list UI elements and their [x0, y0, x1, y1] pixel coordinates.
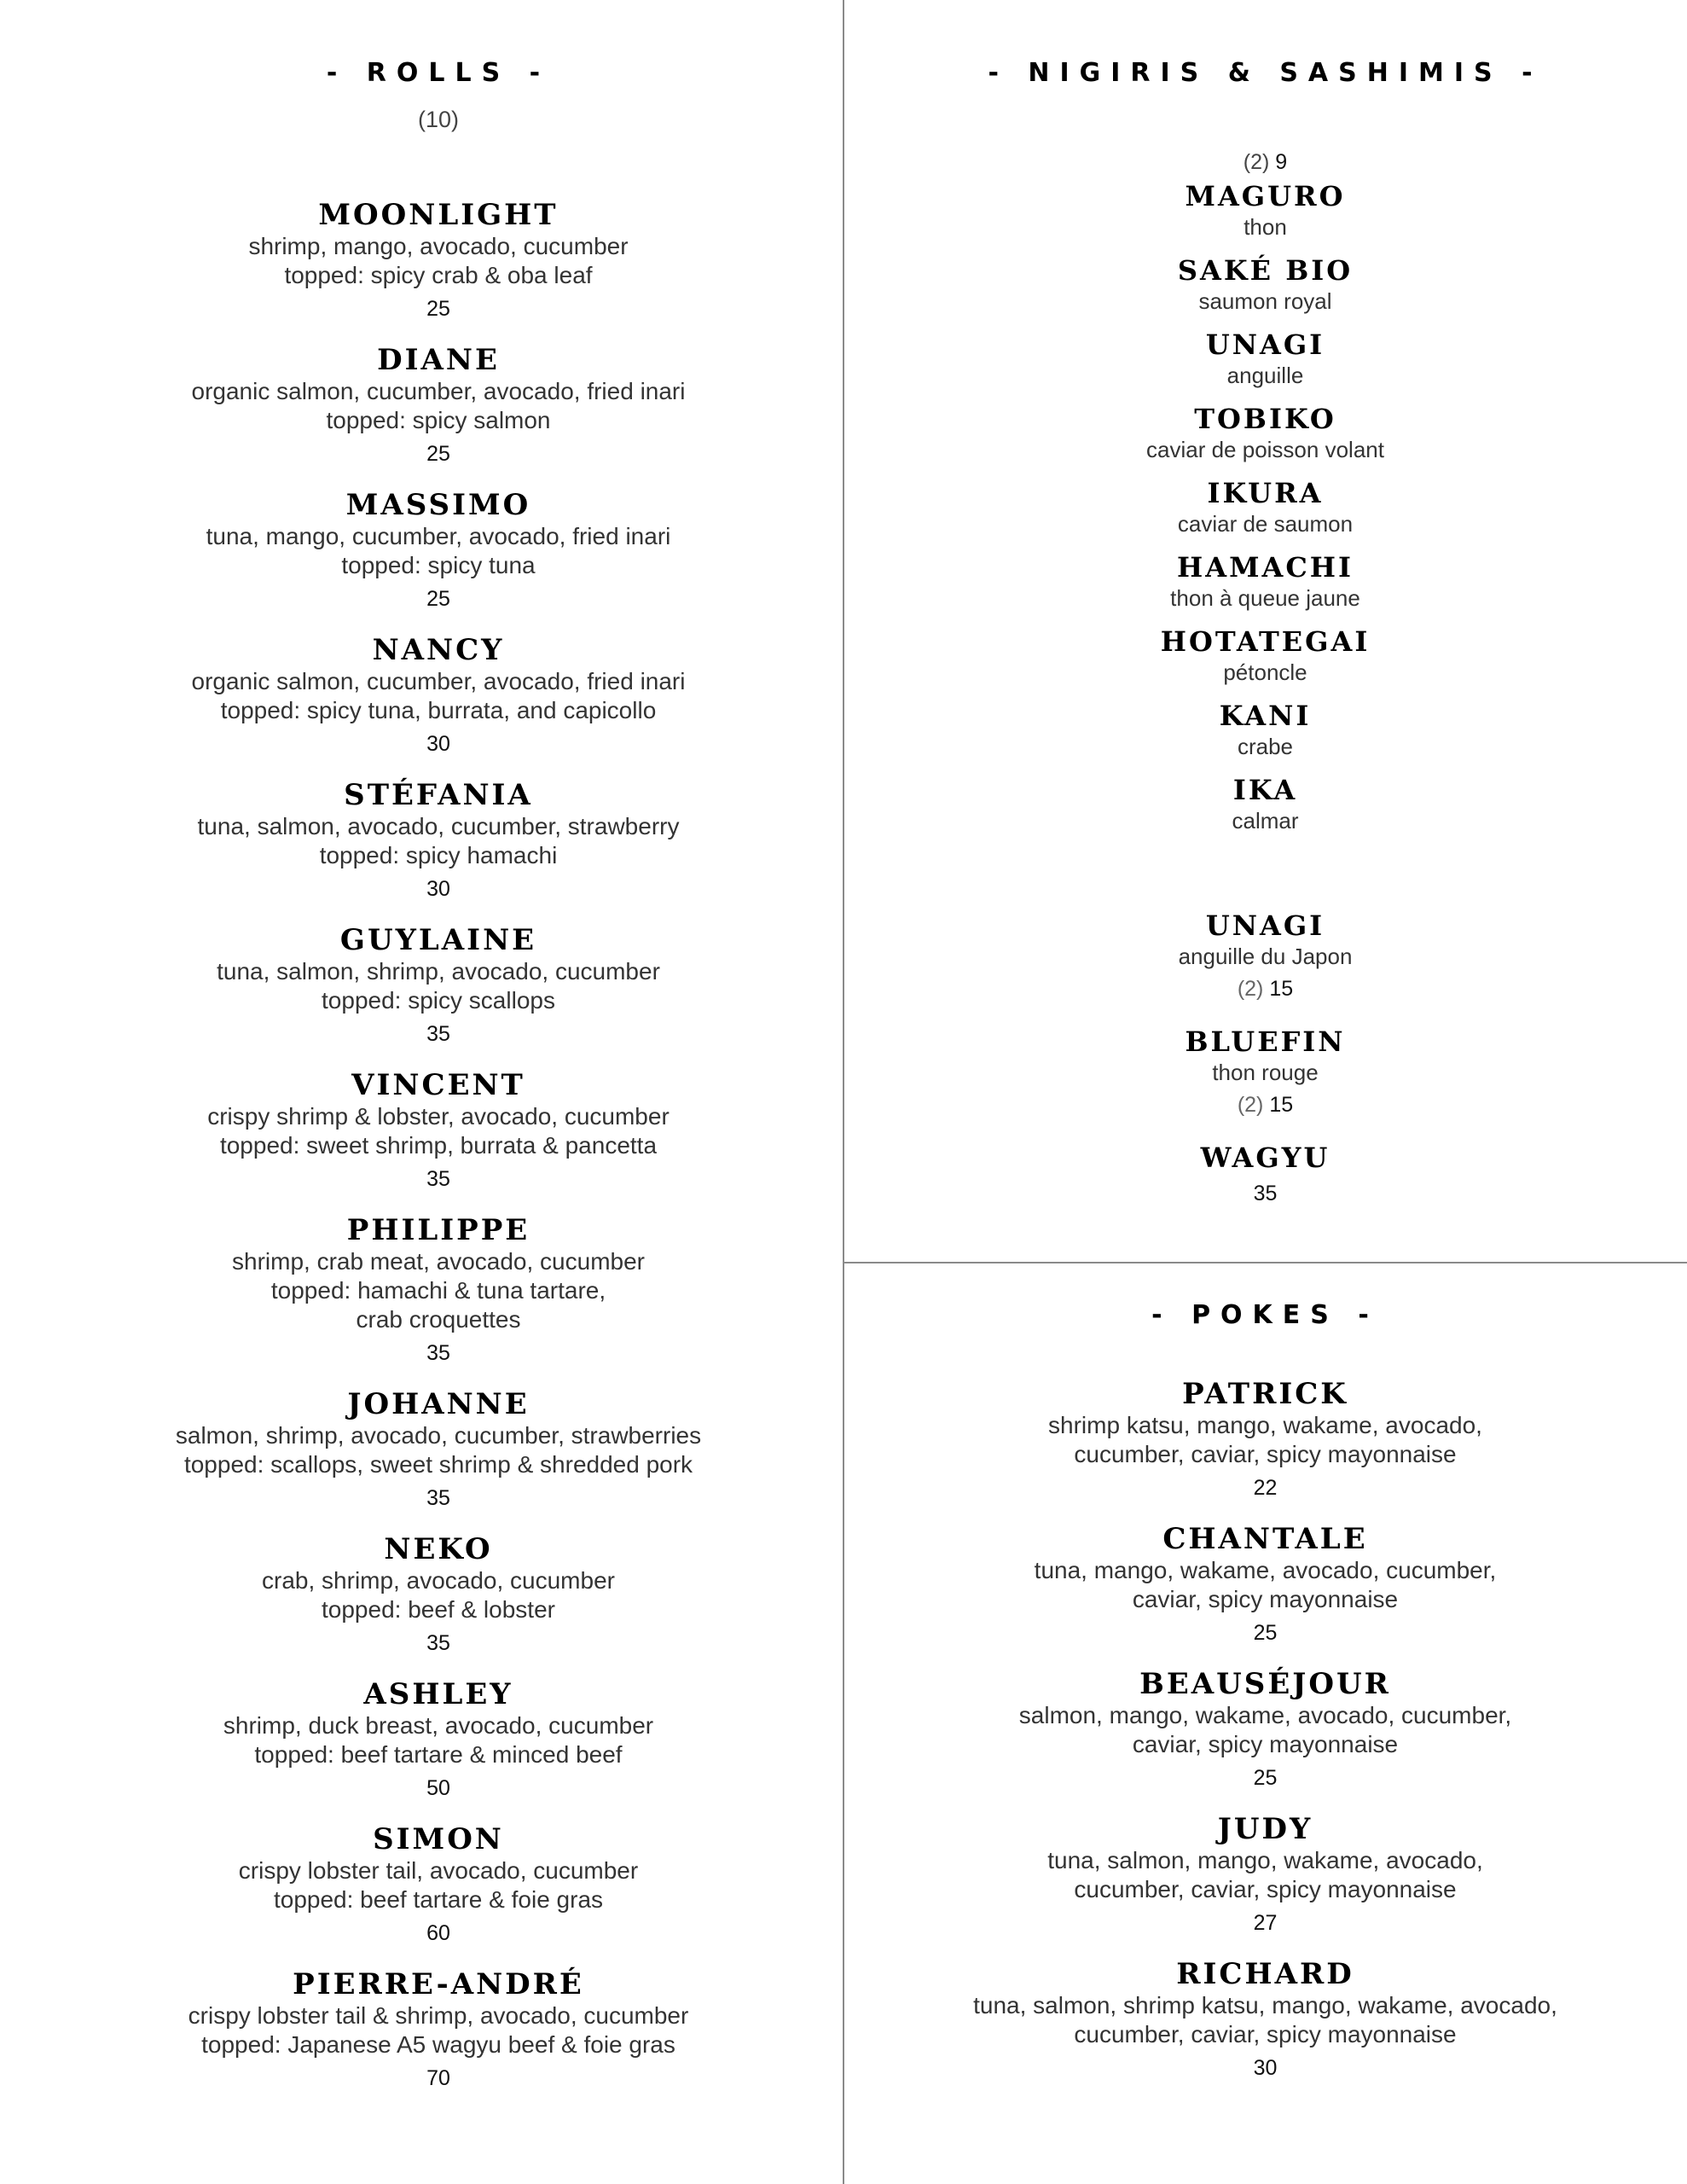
item-ingredients: shrimp, duck breast, avocado, cucumber	[223, 1712, 654, 1739]
nigiri-item-kani	[844, 699, 1687, 773]
nigiri-item-ika	[844, 773, 1687, 847]
item-price: 15	[1269, 1093, 1294, 1117]
item-name: BEAUSÉJOUR	[1139, 1667, 1391, 1701]
item-ingredients: salmon, shrimp, avocado, cucumber, strawberries	[175, 1422, 702, 1449]
item-topping: topped: sweet shrimp, burrata & pancetta	[219, 1132, 658, 1159]
item-name: SAKÉ BIO	[1177, 254, 1354, 287]
menu-item-moonlight	[0, 198, 877, 343]
nigiris-price: 9	[1275, 150, 1288, 174]
item-description: pétoncle	[1223, 659, 1307, 685]
item-ingredients: tuna, salmon, shrimp katsu, mango, wakame, avocado,	[973, 1992, 1557, 2018]
item-name: ASHLEY	[363, 1677, 513, 1711]
item-topping: topped: spicy salmon	[326, 407, 551, 433]
rolls-title: - ROLLS -	[326, 58, 551, 88]
item-topping: topped: beef & lobster	[322, 1596, 555, 1623]
item-description: caviar de poisson volant	[1146, 437, 1384, 462]
nigiri-item-maguro	[844, 179, 1687, 253]
item-price: 70	[426, 2066, 450, 2090]
item-name: RICHARD	[1176, 1957, 1354, 1991]
nigiri-item-tobiko	[844, 402, 1687, 476]
item-ingredients: shrimp katsu, mango, wakame, avocado,	[1048, 1412, 1482, 1438]
item-ingredients: tuna, mango, cucumber, avocado, fried inari	[206, 523, 671, 549]
poke-item-judy	[844, 1812, 1687, 1957]
item-topping: topped: beef tartare & foie gras	[273, 1886, 604, 1913]
item-price: 35	[426, 1022, 450, 1046]
item-price: 22	[1253, 1476, 1278, 1500]
item-price: 27	[1253, 1911, 1278, 1935]
item-name: IKURA	[1207, 477, 1324, 509]
item-name: NEKO	[384, 1532, 493, 1566]
item-name: MASSIMO	[345, 488, 531, 522]
item-ingredients: tuna, salmon, mango, wakame, avocado,	[1047, 1847, 1483, 1873]
menu-item-ashley	[0, 1677, 877, 1822]
item-name: KANI	[1219, 700, 1312, 732]
item-price: 25	[426, 587, 450, 611]
item-description: saumon royal	[1198, 288, 1332, 314]
item-name: STÉFANIA	[344, 778, 533, 812]
item-name: IKA	[1232, 774, 1298, 806]
item-ingredients-continued: caviar, spicy mayonnaise	[1132, 1731, 1399, 1757]
menu-item-stefania	[0, 778, 877, 923]
item-topping: topped: spicy tuna	[341, 552, 536, 578]
item-name: PATRICK	[1182, 1377, 1348, 1411]
item-price-line	[844, 972, 1687, 1006]
nigiris-price-line	[844, 145, 1687, 179]
item-topping: topped: Japanese A5 wagyu beef & foie gras	[201, 2031, 675, 2058]
item-ingredients: shrimp, crab meat, avocado, cucumber	[232, 1248, 645, 1275]
menu-item-johanne	[0, 1387, 877, 1532]
item-ingredients: tuna, mango, wakame, avocado, cucumber,	[1034, 1557, 1497, 1583]
item-name: PIERRE-ANDRÉ	[293, 1967, 584, 2001]
item-price: 30	[426, 877, 450, 901]
item-ingredients: tuna, salmon, shrimp, avocado, cucumber	[217, 958, 660, 985]
item-name: PHILIPPE	[346, 1213, 530, 1247]
item-quantity: (2)	[1237, 977, 1264, 1001]
item-description: calmar	[1232, 808, 1299, 834]
item-name: UNAGI	[1205, 909, 1325, 942]
item-topping: topped: hamachi & tuna tartare,	[270, 1277, 606, 1304]
item-price: 35	[426, 1167, 450, 1191]
item-topping: topped: spicy hamachi	[319, 842, 558, 868]
special-item-bluefin	[844, 1025, 1687, 1141]
item-price-line	[844, 1088, 1687, 1122]
item-quantity: (2)	[1237, 1093, 1264, 1117]
item-name: WAGYU	[1200, 1141, 1330, 1174]
item-topping-continued: crab croquettes	[356, 1306, 521, 1333]
menu-item-pierre-andre	[0, 1967, 877, 2112]
item-name: JOHANNE	[347, 1387, 530, 1421]
rolls-quantity: (10)	[417, 107, 459, 132]
item-ingredients-continued: cucumber, caviar, spicy mayonnaise	[1074, 2021, 1457, 2048]
item-topping: topped: spicy crab & oba leaf	[284, 262, 593, 288]
item-name: CHANTALE	[1162, 1522, 1368, 1556]
item-price: 25	[426, 297, 450, 321]
item-name: UNAGI	[1205, 328, 1325, 361]
item-name: GUYLAINE	[339, 923, 537, 957]
nigiri-item-sake-bio	[844, 253, 1687, 328]
item-ingredients: organic salmon, cucumber, avocado, fried inari	[191, 668, 686, 694]
item-price: 25	[1253, 1766, 1278, 1790]
menu-item-guylaine	[0, 923, 877, 1068]
poke-item-richard	[844, 1957, 1687, 2102]
item-price: 30	[426, 732, 450, 756]
item-ingredients: crispy shrimp & lobster, avocado, cucumber	[207, 1103, 670, 1130]
item-price: 15	[1269, 977, 1294, 1001]
item-description: anguille	[1226, 363, 1304, 388]
item-ingredients: tuna, salmon, avocado, cucumber, strawberry	[197, 813, 680, 839]
item-price: 50	[426, 1776, 450, 1800]
menu-item-massimo	[0, 488, 877, 633]
item-name: VINCENT	[351, 1068, 525, 1102]
poke-item-beausejour	[844, 1667, 1687, 1812]
item-name: MOONLIGHT	[318, 198, 559, 232]
item-name: JUDY	[1217, 1812, 1313, 1846]
item-topping: topped: spicy tuna, burrata, and capicollo	[220, 697, 657, 723]
nigiri-item-hotategai	[844, 624, 1687, 699]
item-description: crabe	[1237, 734, 1294, 759]
item-ingredients: organic salmon, cucumber, avocado, fried inari	[191, 378, 686, 404]
item-ingredients: shrimp, mango, avocado, cucumber	[248, 233, 629, 259]
item-name: HOTATEGAI	[1160, 625, 1371, 658]
item-ingredients: crab, shrimp, avocado, cucumber	[262, 1567, 615, 1594]
item-topping: topped: spicy scallops	[322, 987, 555, 1014]
item-name: TOBIKO	[1194, 403, 1336, 435]
item-price: 35	[426, 1341, 450, 1365]
item-topping: topped: scallops, sweet shrimp & shredded pork	[183, 1451, 693, 1478]
item-description: thon	[1244, 214, 1287, 240]
nigiris-section	[844, 145, 1687, 847]
item-name: BLUEFIN	[1185, 1025, 1346, 1058]
item-ingredients: crispy lobster tail, avocado, cucumber	[238, 1857, 639, 1884]
item-description: anguille du Japon	[1178, 944, 1353, 969]
menu-item-nancy	[0, 633, 877, 778]
nigiri-item-hamachi	[844, 550, 1687, 624]
poke-item-chantale	[844, 1522, 1687, 1667]
rolls-section	[0, 102, 877, 2112]
menu-item-philippe	[0, 1213, 877, 1387]
item-description: caviar de saumon	[1177, 511, 1354, 537]
item-price: 30	[1253, 2056, 1278, 2080]
nigiris-specials	[844, 909, 1687, 1257]
menu-item-vincent	[0, 1068, 877, 1213]
item-description: thon rouge	[1212, 1060, 1319, 1085]
item-ingredients: crispy lobster tail & shrimp, avocado, cucumber	[188, 2002, 689, 2029]
item-ingredients-continued: caviar, spicy mayonnaise	[1132, 1586, 1399, 1612]
special-item-wagyu	[844, 1141, 1687, 1257]
section-divider	[844, 1262, 1687, 1263]
item-price: 25	[426, 442, 450, 466]
nigiris-quantity: (2)	[1243, 150, 1270, 174]
pokes-title: - POKES -	[1151, 1300, 1379, 1330]
item-ingredients: salmon, mango, wakame, avocado, cucumber,	[1018, 1702, 1512, 1728]
item-name: SIMON	[373, 1822, 504, 1856]
item-price: 25	[1253, 1621, 1278, 1645]
item-price: 35	[426, 1486, 450, 1510]
item-price: 60	[426, 1921, 450, 1945]
item-price: 35	[1253, 1182, 1278, 1205]
item-name: NANCY	[372, 633, 505, 667]
poke-item-patrick	[844, 1377, 1687, 1522]
menu-item-diane	[0, 343, 877, 488]
special-item-unagi	[844, 909, 1687, 1025]
item-ingredients-continued: cucumber, caviar, spicy mayonnaise	[1074, 1876, 1457, 1902]
item-name: HAMACHI	[1177, 551, 1354, 584]
nigiris-title: - NIGIRIS & SASHIMIS -	[988, 58, 1543, 88]
nigiri-item-ikura	[844, 476, 1687, 550]
menu-item-neko	[0, 1532, 877, 1677]
item-ingredients-continued: cucumber, caviar, spicy mayonnaise	[1074, 1441, 1457, 1467]
pokes-section	[844, 1377, 1687, 2102]
nigiri-item-unagi	[844, 328, 1687, 402]
item-name: MAGURO	[1185, 180, 1346, 212]
item-price: 35	[426, 1631, 450, 1655]
item-topping: topped: beef tartare & minced beef	[254, 1741, 623, 1768]
menu-item-simon	[0, 1822, 877, 1967]
item-name: DIANE	[377, 343, 500, 377]
item-description: thon à queue jaune	[1170, 585, 1360, 611]
